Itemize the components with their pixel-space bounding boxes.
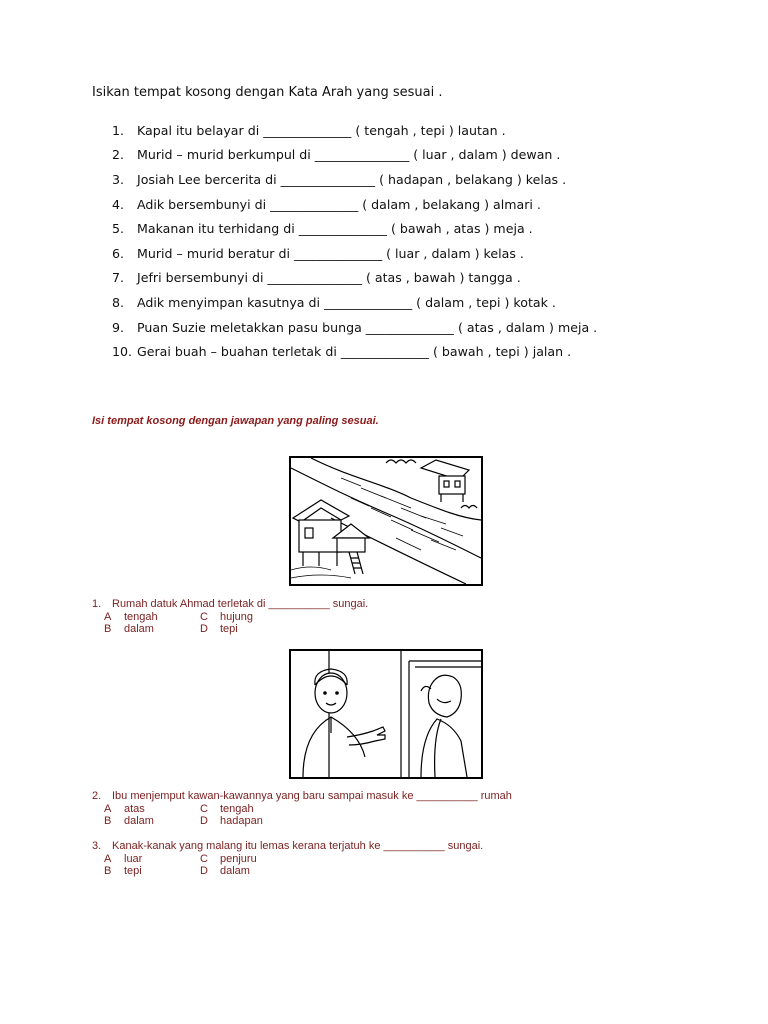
item-number: 8. xyxy=(112,294,125,310)
list-item xyxy=(112,241,597,266)
list-item xyxy=(112,216,597,241)
option-d: D dalam xyxy=(200,865,250,877)
list-item xyxy=(112,118,597,143)
item-text: Kapal itu belayar di ______________ ( tengah , tepi ) lautan . xyxy=(137,122,506,138)
item-text: Murid – murid beratur di ______________ ( luar , dalam ) kelas . xyxy=(137,245,524,261)
item-number: 4. xyxy=(112,196,125,212)
section1-title: Isikan tempat kosong dengan Kata Arah yang sesuai . xyxy=(92,85,443,100)
question-stem: Kanak-kanak yang malang itu lemas kerana terjatuh ke __________ sungai. xyxy=(112,840,484,852)
fill-in-list xyxy=(112,118,597,364)
list-item xyxy=(112,315,597,340)
question-stem: Ibu menjemput kawan-kawannya yang baru sampai masuk ke __________ rumah xyxy=(112,790,512,802)
item-text: Jefri bersembunyi di _______________ ( atas , bawah ) tangga . xyxy=(137,270,521,286)
item-number: 9. xyxy=(112,319,125,335)
option-b: B tepi xyxy=(104,865,142,877)
list-item xyxy=(112,167,597,192)
option-a: A luar xyxy=(104,852,143,865)
item-text: Adik menyimpan kasutnya di ______________ ( dalam , tepi ) kotak . xyxy=(137,294,556,310)
option-c: C hujung xyxy=(200,610,254,623)
item-text: Josiah Lee bercerita di _______________ ( hadapan , belakang ) kelas . xyxy=(137,171,567,187)
option-a: A tengah xyxy=(104,610,158,623)
question-3 xyxy=(92,840,483,878)
item-text: Murid – murid berkumpul di _______________ ( luar , dalam ) dewan . xyxy=(137,147,561,163)
option-d: D tepi xyxy=(200,623,238,635)
section2-title: Isi tempat kosong dengan jawapan yang paling sesuai. xyxy=(92,415,379,427)
question-2 xyxy=(92,790,512,828)
list-item xyxy=(112,192,597,217)
river-houses-illustration xyxy=(289,456,483,586)
list-item xyxy=(112,143,597,168)
item-number: 7. xyxy=(112,270,125,286)
option-b: B dalam xyxy=(104,623,154,635)
item-number: 6. xyxy=(112,245,125,261)
item-number: 1. xyxy=(112,122,125,138)
item-text: Puan Suzie meletakkan pasu bunga ______________ ( atas , dalam ) meja . xyxy=(137,319,598,335)
question-number: 3. xyxy=(92,840,102,852)
list-item xyxy=(112,339,597,364)
question-number: 2. xyxy=(92,790,102,802)
item-number: 5. xyxy=(112,221,125,237)
question-stem: Rumah datuk Ahmad terletak di __________ sungai. xyxy=(112,598,369,610)
item-number: 3. xyxy=(112,171,125,187)
option-c: C tengah xyxy=(200,802,254,815)
item-text: Makanan itu terhidang di ______________ ( bawah , atas ) meja . xyxy=(137,221,533,237)
list-item xyxy=(112,266,597,291)
mother-welcoming-illustration xyxy=(289,649,483,779)
option-c: C penjuru xyxy=(200,852,257,865)
question-1 xyxy=(92,598,368,636)
item-text: Adik bersembunyi di ______________ ( dalam , belakang ) almari . xyxy=(137,196,541,212)
option-d: D hadapan xyxy=(200,815,263,827)
item-text: Gerai buah – buahan terletak di ______________ ( bawah , tepi ) jalan . xyxy=(137,344,572,360)
item-number: 10. xyxy=(112,344,133,360)
item-number: 2. xyxy=(112,147,125,163)
question-number: 1. xyxy=(92,598,102,610)
option-a: A atas xyxy=(104,802,145,815)
option-b: B dalam xyxy=(104,815,154,827)
list-item xyxy=(112,290,597,315)
